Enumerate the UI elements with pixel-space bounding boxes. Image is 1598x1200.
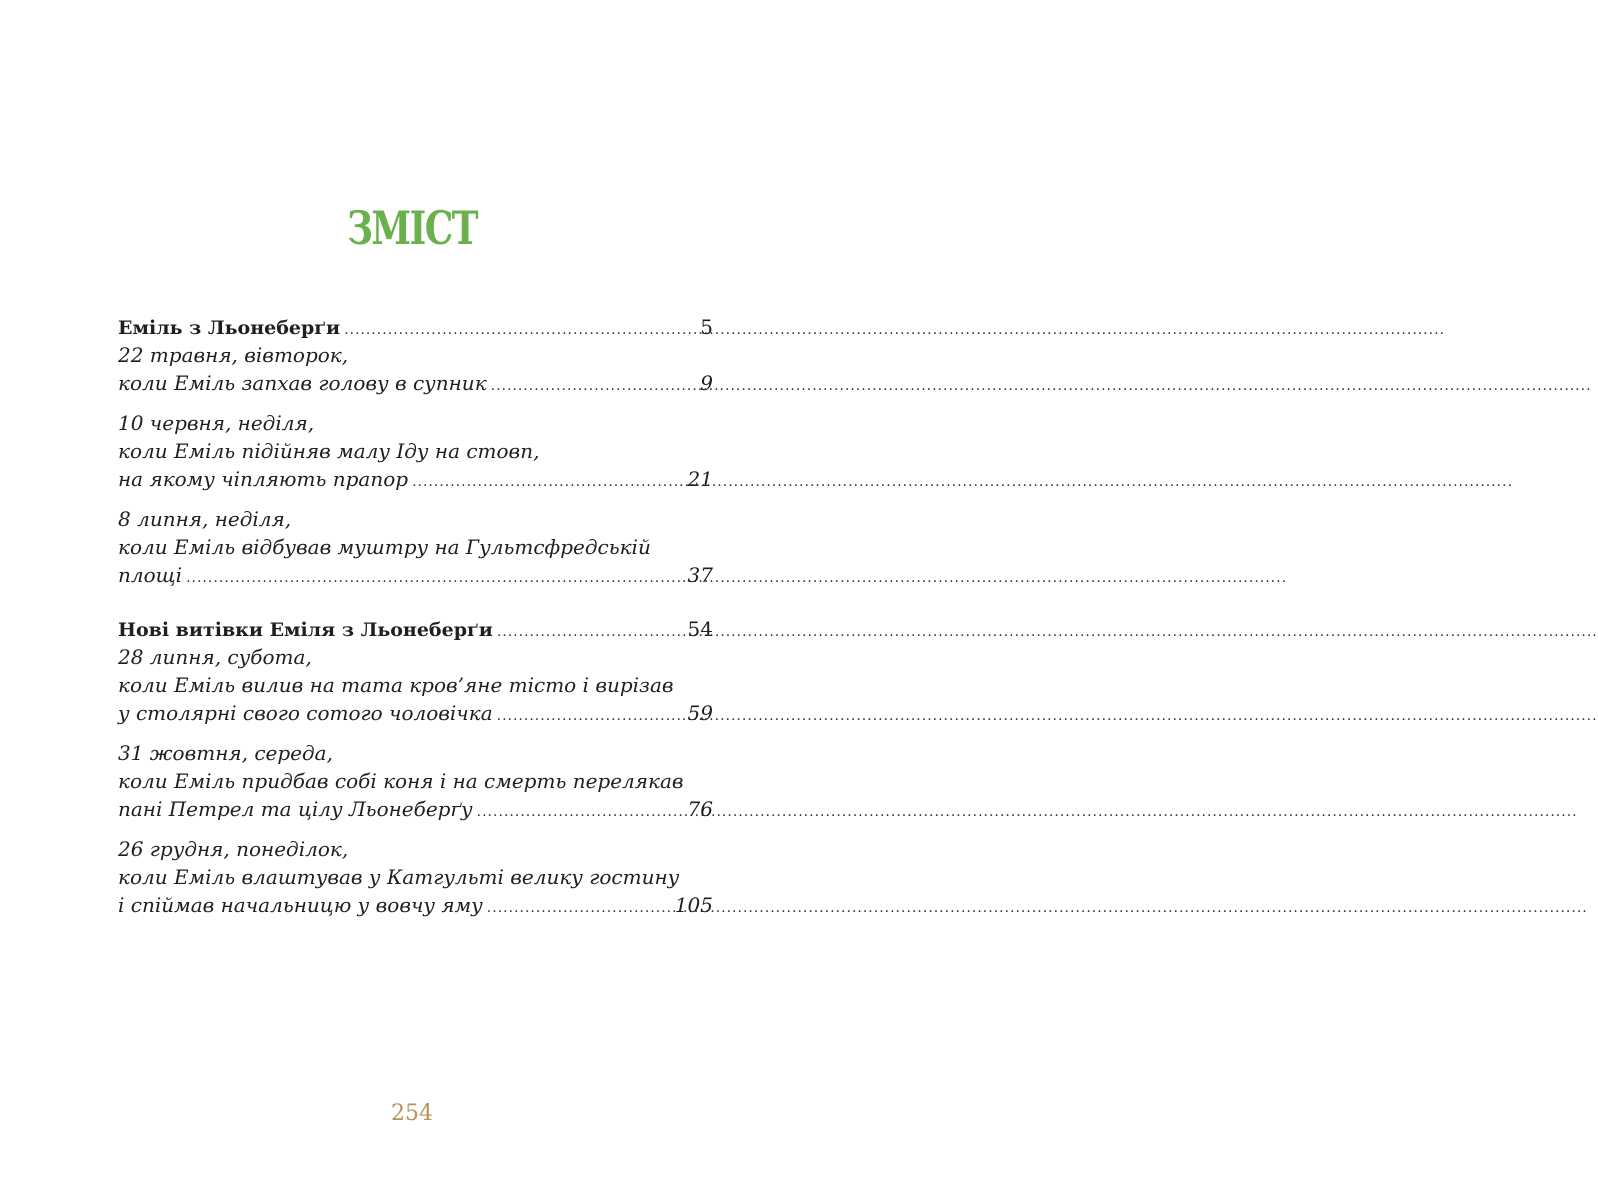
section-title: Еміль з Льонеберґи [118, 317, 341, 339]
chapter-page-number: 105 [674, 893, 713, 917]
toc-chapter [118, 643, 713, 727]
dot-leader [497, 702, 679, 730]
chapter-title-line: коли Еміль запхав голову в супник [118, 371, 487, 395]
toc-section-heading [118, 313, 713, 341]
chapter-title-line: площі [118, 563, 183, 587]
chapter-title-line: коли Еміль вилив на тата кров’яне тісто і вирізав [118, 673, 674, 697]
dot-leader [477, 798, 679, 826]
chapter-page-number: 21 [687, 467, 713, 491]
chapter-title-line: на якому чіпляють прапор [118, 467, 409, 491]
page-title: ЗМІСТ [347, 201, 477, 255]
dot-leader [344, 316, 679, 344]
chapter-page-number: 37 [687, 563, 713, 587]
toc-chapter [118, 835, 713, 919]
section-page-number: 5 [700, 315, 713, 339]
table-of-contents [118, 313, 713, 919]
toc-chapter [118, 341, 713, 397]
chapter-date: 26 грудня, понеділок, [118, 837, 349, 861]
dot-leader [186, 564, 679, 592]
toc-chapter [118, 409, 713, 493]
chapter-date: 10 червня, неділя, [118, 411, 315, 435]
chapter-date: 28 липня, субота, [118, 645, 312, 669]
chapter-title-line: коли Еміль підійняв малу Іду на стовп, [118, 439, 540, 463]
toc-chapter [118, 505, 713, 589]
section-page-number: 54 [687, 617, 713, 641]
toc-section [118, 615, 713, 919]
chapter-date: 22 травня, вівторок, [118, 343, 349, 367]
chapter-title-line: коли Еміль влаштував у Катгульті велику гостину [118, 865, 680, 889]
dot-leader [497, 618, 679, 646]
dot-leader [412, 468, 679, 496]
chapter-title-line: коли Еміль придбав собі коня і на смерть перелякав [118, 769, 684, 793]
chapter-page-number: 76 [687, 797, 713, 821]
chapter-title-line: у столярні свого сотого чоловічка [118, 701, 493, 725]
chapter-title-line: пані Петрел та цілу Льонеберґу [118, 797, 473, 821]
chapter-page-number: 9 [700, 371, 713, 395]
dot-leader [487, 894, 669, 922]
chapter-date: 8 липня, неділя, [118, 507, 292, 531]
toc-chapter [118, 739, 713, 823]
chapter-title-line: і спіймав начальницю у вовчу яму [118, 893, 483, 917]
section-title: Нові витівки Еміля з Льонеберґи [118, 619, 493, 641]
toc-section [118, 313, 713, 589]
chapter-title-line: коли Еміль відбував муштру на Гультсфредській [118, 535, 651, 559]
toc-section-heading [118, 615, 713, 643]
page-number: 254 [391, 1101, 433, 1126]
dot-leader [491, 372, 679, 400]
chapter-page-number: 59 [687, 701, 713, 725]
chapter-date: 31 жовтня, середа, [118, 741, 333, 765]
